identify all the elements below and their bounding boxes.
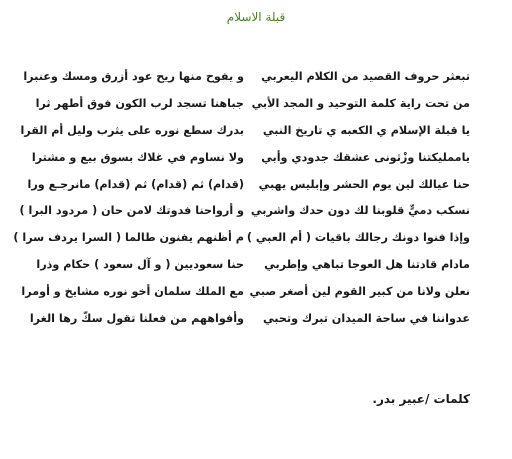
verse-line: جباهنا تسجد لرب الكون فوق أطهر ثرا [35, 96, 244, 110]
verse-line: حنا عيالك لين يوم الحشر وإبليس يهبي [258, 177, 470, 191]
verse-line: يا قبلة الإسلام ي الكعبه ي تاريخ النبي [262, 123, 470, 137]
verse-line: م أظنهم يفنون طالما ( السرا يردف سرا ) [13, 231, 244, 245]
author-credit: كلمات /عبير بدر. [372, 392, 470, 406]
verse-line: و أرواحنا فدوتك لامن حان ( مردود البرا ) [19, 204, 244, 218]
poem-left-column [13, 64, 244, 333]
verse-line: مادام قادتنا هل العوجا تباهي وإطربي [264, 258, 470, 272]
verse-line: بدرك سطع نوره على يثرب وليل أم القرا [20, 123, 244, 137]
verse-line: من تحت راية كلمة التوحيد و المجد الأبي [251, 96, 470, 110]
verse-line: تبعثر حروف القصيد من الكلام اليعربي [261, 70, 470, 83]
verse-line: ولا نساوم في غلاك بسوق بيع و مشترا [31, 150, 244, 164]
verse-line: نعلن ولانا من كبير القوم لين أصغر صبي [249, 285, 470, 299]
verse-line: عدواننا في ساحة الميدان تبرك وتحبي [262, 312, 470, 326]
poem-title: قبلة الاسلام [226, 10, 286, 24]
verse-line: حنا سعوديين ( و آل سعود ) حكام وذرا [36, 258, 244, 272]
verse-line: و يفوح منها ريح عود أزرق ومسك وعنبرا [23, 70, 244, 83]
verse-line: نسكب دميٍّ قلوبنا لك دون حدك واشربي [250, 204, 470, 218]
verse-line: ياممليكتنا وزْثونى عشقك جدودي وأبي [261, 150, 470, 164]
verse-line: وإذا فنوا دونك رجالك باقيات ( أم العبي ) [246, 231, 470, 245]
verse-line: مع الملك سلمان أخو نوره مشايخ و أومرا [21, 285, 244, 299]
verse-line: (قدام) ثم (قدام) ثم (قدام) مانرجـع ورا [27, 177, 244, 191]
verse-line: وأفواههم من فعلنا تقول سكّ رها الغرا [29, 312, 244, 326]
poem-right-column [246, 64, 470, 333]
